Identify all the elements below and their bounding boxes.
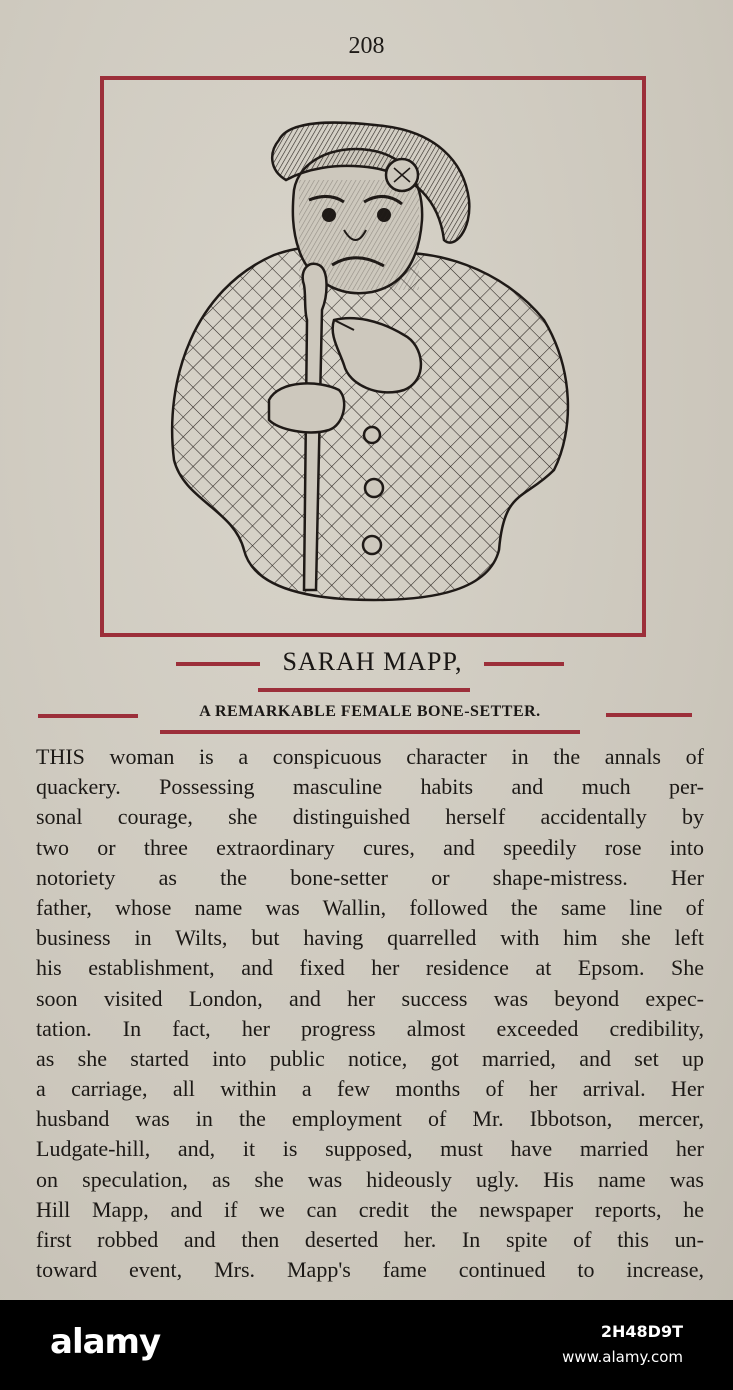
body-line: two or three extraordinary cures, and speedily rose into [36,834,704,860]
body-line: husband was in the employment of Mr. Ibbotson, mercer, [36,1106,704,1132]
jacket-button [365,479,383,497]
body-line: on speculation, as she was hideously ugly. His name was [36,1166,704,1192]
body-line: Hill Mapp, and if we can credit the newspaper reports, he [36,1196,704,1222]
title-underline [258,688,470,692]
article-subtitle: A REMARKABLE FEMALE BONE-SETTER. [199,703,541,720]
body-line: as she started into public notice, got married, and set up [36,1045,704,1071]
portrait-engraving [104,80,642,633]
body-line: tation. In fact, her progress almost exceeded credibility, [36,1015,704,1041]
body-line: father, whose name was Wallin, followed the same line of [36,894,704,920]
image-id: 2H48D9T [600,1322,683,1341]
article-body [36,742,704,1285]
alamy-logo: alamy [50,1322,161,1362]
article-title: SARAH MAPP, [282,647,463,676]
title-rule-left [176,662,260,666]
subtitle-underline [160,730,580,734]
body-line: first robbed and then deserted her. In spite of this un- [36,1227,704,1252]
body-line: a carriage, all within a few months of her arrival. Her [36,1076,704,1102]
jacket-button [364,427,380,443]
body-line: sonal courage, she distinguished herself accidentally by [36,804,704,830]
body-line: Ludgate-hill, and, it is supposed, must have married her [36,1136,704,1162]
title-rule-right [484,662,564,666]
page-number: 208 [348,33,385,59]
body-line: quackery. Possessing masculine habits and much per- [36,774,704,800]
jacket-button [363,536,381,554]
subtitle-rule-left [38,714,138,718]
subtitle-rule-right [606,713,692,717]
body-line: notoriety as the bone-setter or shape-mistress. Her [36,864,704,890]
body-line: soon visited London, and her success was beyond expec- [36,985,704,1011]
body-line: THIS woman is a conspicuous character in the annals of [36,744,704,769]
watermark-site: www.alamy.com [562,1348,683,1366]
illustration-frame [100,76,646,637]
body-line: his establishment, and fixed her residence at Epsom. She [36,955,704,981]
figure-left-hand [269,383,344,432]
body-line: business in Wilts, but having quarrelled with him she left [36,925,704,951]
watermark-bar [0,1300,733,1390]
body-line: toward event, Mrs. Mapp's fame continued to increase, [36,1257,704,1283]
